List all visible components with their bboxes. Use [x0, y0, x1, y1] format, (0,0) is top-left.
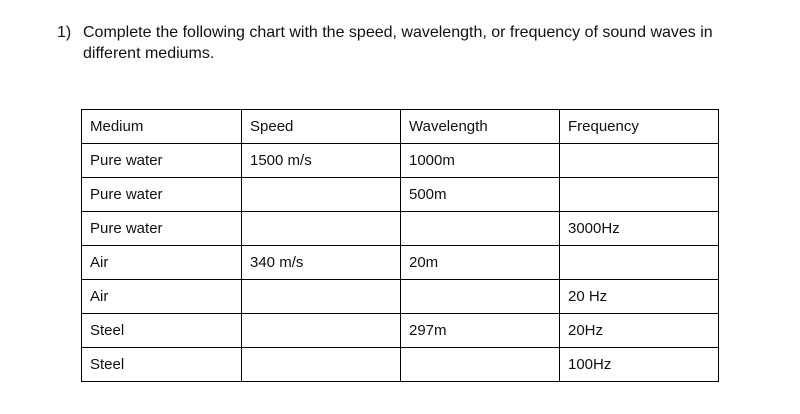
- cell-wavelength: 1000m: [401, 144, 560, 178]
- cell-wavelength: [401, 280, 560, 314]
- cell-wavelength: [401, 212, 560, 246]
- table-header-row: [82, 110, 719, 144]
- header-frequency: Frequency: [560, 110, 719, 144]
- table-row: [82, 144, 719, 178]
- table-row: [82, 212, 719, 246]
- cell-medium: Steel: [82, 314, 242, 348]
- cell-medium: Steel: [82, 348, 242, 382]
- cell-medium: Air: [82, 246, 242, 280]
- cell-speed: [242, 178, 401, 212]
- table-row: [82, 280, 719, 314]
- cell-medium: Air: [82, 280, 242, 314]
- cell-speed: [242, 212, 401, 246]
- cell-frequency: [560, 178, 719, 212]
- cell-wavelength: [401, 348, 560, 382]
- table-row: [82, 348, 719, 382]
- cell-frequency: 20 Hz: [560, 280, 719, 314]
- cell-frequency: 100Hz: [560, 348, 719, 382]
- header-wavelength: Wavelength: [401, 110, 560, 144]
- cell-speed: [242, 314, 401, 348]
- cell-frequency: [560, 144, 719, 178]
- cell-speed: 1500 m/s: [242, 144, 401, 178]
- table-row: [82, 178, 719, 212]
- question-text: Complete the following chart with the speed, wavelength, or frequency of sound waves in different mediums.: [83, 24, 713, 62]
- table-row: [82, 246, 719, 280]
- cell-wavelength: 500m: [401, 178, 560, 212]
- cell-medium: Pure water: [82, 178, 242, 212]
- cell-wavelength: 20m: [401, 246, 560, 280]
- header-speed: Speed: [242, 110, 401, 144]
- cell-speed: 340 m/s: [242, 246, 401, 280]
- question-number: 1): [57, 24, 72, 41]
- cell-frequency: 20Hz: [560, 314, 719, 348]
- cell-wavelength: 297m: [401, 314, 560, 348]
- cell-medium: Pure water: [82, 144, 242, 178]
- cell-speed: [242, 280, 401, 314]
- cell-medium: Pure water: [82, 212, 242, 246]
- header-medium: Medium: [82, 110, 242, 144]
- table-row: [82, 314, 719, 348]
- cell-speed: [242, 348, 401, 382]
- sound-waves-table: [81, 109, 719, 382]
- cell-frequency: [560, 246, 719, 280]
- cell-frequency: 3000Hz: [560, 212, 719, 246]
- question: [57, 22, 757, 64]
